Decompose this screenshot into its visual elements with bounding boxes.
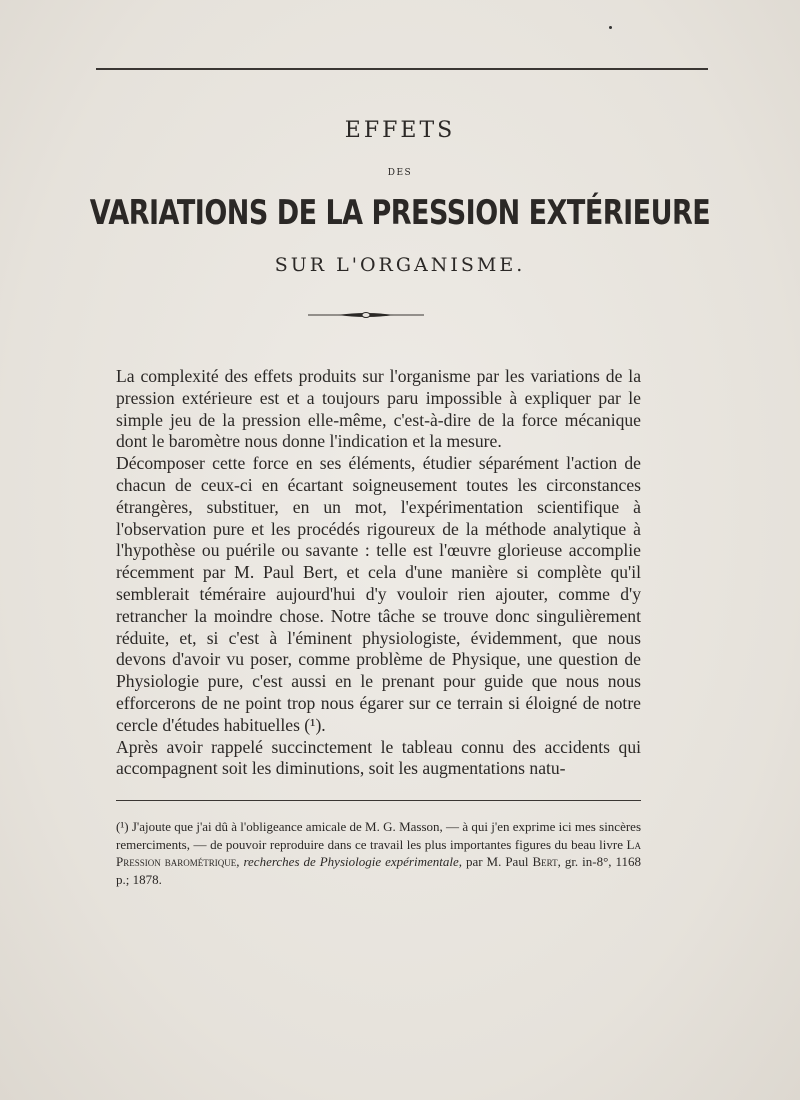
footnote-book-subtitle: recherches de Physiologie expérimentale, (243, 854, 462, 869)
header-rule (96, 68, 708, 70)
footnote-rule (116, 800, 641, 801)
title-sur: SUR L'ORGANISME. (274, 254, 526, 276)
footnote-text (116, 818, 641, 888)
footnote-book-title: La Pression barométrique, (116, 836, 641, 869)
paragraph: La complexité des effets produits sur l'organisme par les variations de la pression extérieure est et a toujours paru impossible à expliquer par le simple jeu de la pression elle-même, c'est-à-dire de la force mécanique dont le baromètre nous donne l'indication et la mesure. (116, 366, 641, 452)
paragraph: Décomposer cette force en ses éléments, étudier séparément l'action de chacun de ceux-ci en écartant soigneusement toutes les circonstances étrangères, substituer, en un mot, l'expérimentation scientifique à l'observation pure et les procédés rigoureux de la méthode analytique à l'hypothèse ou puérile ou savante : telle est l'œuvre glorieuse accomplie récemment par M. Paul Bert, et cela d'une manière si complète qu'il semblerait téméraire aujourd'hui d'y vouloir rien ajouter, comme d'y retrancher la moindre chose. Notre tâche se trouve donc singulièrement réduite, et, si c'est à l'éminent physiologiste, évidemment, que nous devons d'avoir vu poser, comme problème de Physique, une question de Physiologie pure, c'est aussi en le prenant pour guide que nous nous efforcerons de ne point trop nous égarer sur ce terrain si éloigné de notre cercle d'études habituelles (¹). (116, 453, 641, 735)
ornament-rule (308, 310, 424, 320)
title-main: VARIATIONS DE LA PRESSION EXTÉRIEURE (89, 194, 711, 233)
ink-speck (609, 26, 612, 29)
footnote-tail: gr. in-8°, 1168 p.; 1878. (116, 854, 642, 887)
footnote (116, 818, 641, 888)
title-des: DES (387, 168, 413, 178)
footnote-author-prefix: par M. Paul (465, 854, 529, 869)
title-effets: EFFETS (344, 118, 456, 143)
paragraph: Après avoir rappelé succinctement le tableau connu des accidents qui accompagnent soit les diminutions, soit les augmentations natu- (116, 736, 641, 779)
footnote-lead: (¹) J'ajoute que j'ai dû à l'obligeance amicale de M. G. Masson, — à qui j'en exprime ici mes sincères remerciments, — de pouvoir reproduire dans ce travail les plus importantes figures du beau livre (116, 819, 641, 852)
body-text (116, 366, 641, 780)
footnote-author-name: Bert, (532, 854, 561, 869)
